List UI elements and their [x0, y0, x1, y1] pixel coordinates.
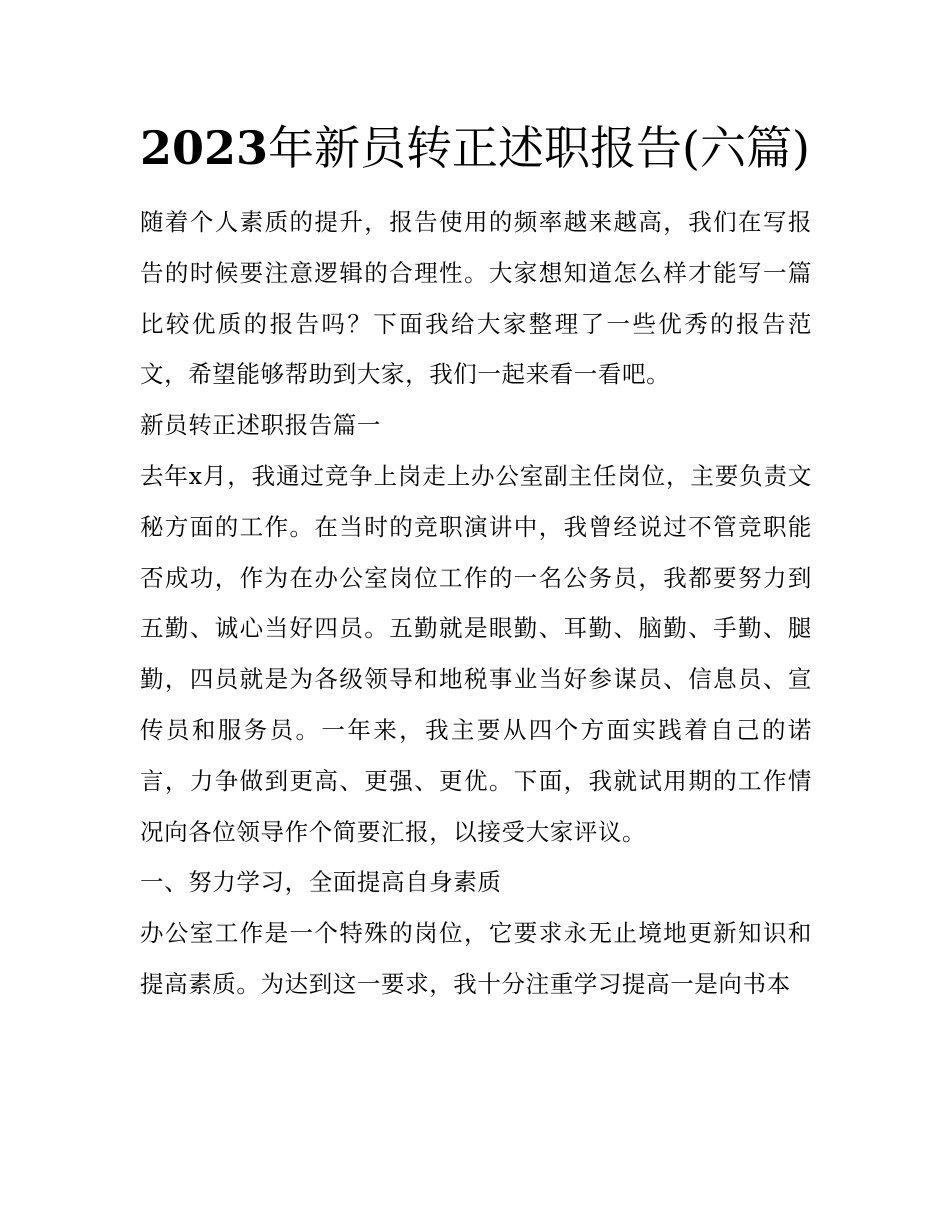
body-paragraph: 去年x月，我通过竞争上岗走上办公室副主任岗位，主要负责文秘方面的工作。在当时的竞职演讲中，我曾经说过不管竞职能否成功，作为在办公室岗位工作的一名公务员，我都要努力到五勤、诚心当好四员。五勤就是眼勤、耳勤、脑勤、手勤、腿勤，四员就是为各级领导和地税事业当好参谋员、信息员、宣传员和服务员。一年来，我主要从四个方面实践着自己的诺言，力争做到更高、更强、更优。下面，我就试用期的工作情况向各位领导作个简要汇报，以接受大家评议。 [140, 461, 812, 846]
subsection-heading: 一、努力学习，全面提高自身素质 [140, 868, 502, 897]
document-title [140, 112, 812, 184]
section-heading: 新员转正述职报告篇一 [140, 411, 381, 440]
intro-paragraph: 随着个人素质的提升，报告使用的频率越来越高，我们在写报告的时候要注意逻辑的合理性。大家想知道怎么样才能写一篇比较优质的报告吗？下面我给大家整理了一些优秀的报告范文，希望能够帮助到大家，我们一起来看一看吧。 [140, 208, 812, 389]
document-body [140, 197, 812, 1010]
title-text: 年新员转正述职报告(六篇) [268, 121, 810, 175]
title-year: 2023 [140, 121, 269, 175]
document-page [140, 112, 812, 1010]
body-paragraph: 办公室工作是一个特殊的岗位，它要求永无止境地更新知识和提高素质。为达到这一要求，我十分注重学习提高一是向书本 [140, 919, 812, 998]
